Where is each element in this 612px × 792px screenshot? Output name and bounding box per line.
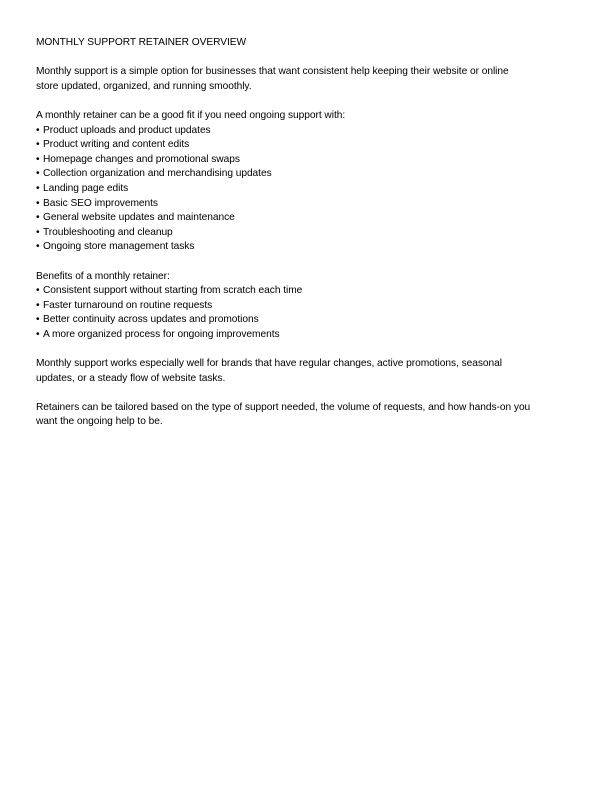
list-item-text: Product uploads and product updates (43, 124, 211, 136)
bullet-icon: • (36, 139, 40, 151)
bullet-icon: • (36, 328, 40, 340)
tailored-line-2: want the ongoing help to be. (36, 416, 163, 428)
spacer (36, 94, 581, 109)
list-item (36, 182, 581, 197)
spacer (36, 386, 581, 401)
spacer (36, 255, 581, 270)
benefits-section-heading: Benefits of a monthly retainer: (36, 270, 170, 282)
list-item-text: Collection organization and merchandising updates (43, 168, 272, 180)
bullet-icon: • (36, 124, 40, 136)
list-item (36, 299, 581, 314)
list-item (36, 328, 581, 343)
list-item-text: Faster turnaround on routine requests (43, 299, 213, 311)
bullet-icon: • (36, 212, 40, 224)
list-item (36, 167, 581, 182)
list-item (36, 211, 581, 226)
document-title: MONTHLY SUPPORT RETAINER OVERVIEW (36, 37, 247, 48)
list-item-text: Consistent support without starting from scratch each time (43, 285, 303, 297)
list-item (36, 138, 581, 153)
spacer (36, 342, 581, 357)
brands-paragraph (36, 357, 581, 386)
list-item (36, 284, 581, 299)
bullet-icon: • (36, 153, 40, 165)
benefits-section (36, 270, 581, 343)
intro-line-1: Monthly support is a simple option for businesses that want consistent help keeping their website or online (36, 66, 509, 78)
list-item-text: Landing page edits (43, 182, 129, 194)
list-item (36, 240, 581, 255)
spacer (36, 51, 581, 66)
bullet-icon: • (36, 241, 40, 253)
fit-section-heading: A monthly retainer can be a good fit if you need ongoing support with: (36, 109, 346, 121)
bullet-icon: • (36, 314, 40, 326)
list-item-text: Product writing and content edits (43, 139, 190, 151)
bullet-icon: • (36, 285, 40, 297)
fit-list (36, 124, 581, 255)
fit-section (36, 109, 581, 255)
brands-line-2: updates, or a steady flow of website tasks. (36, 372, 226, 384)
brands-line-1: Monthly support works especially well for brands that have regular changes, active promotions, seasonal (36, 358, 502, 370)
list-item (36, 124, 581, 139)
list-item-text: General website updates and maintenance (43, 212, 235, 224)
tailored-line-1: Retainers can be tailored based on the type of support needed, the volume of requests, and how hands-on you (36, 401, 531, 413)
bullet-icon: • (36, 226, 40, 238)
list-item-text: Homepage changes and promotional swaps (43, 153, 240, 165)
bullet-icon: • (36, 197, 40, 209)
list-item (36, 226, 581, 241)
benefits-list (36, 284, 581, 342)
list-item (36, 153, 581, 168)
list-item-text: Troubleshooting and cleanup (43, 226, 173, 238)
intro-line-2: store updated, organized, and running smoothly. (36, 80, 252, 92)
bullet-icon: • (36, 168, 40, 180)
bullet-icon: • (36, 299, 40, 311)
list-item (36, 197, 581, 212)
document-page (36, 36, 581, 430)
bullet-icon: • (36, 182, 40, 194)
list-item-text: Ongoing store management tasks (43, 241, 195, 253)
tailored-paragraph (36, 401, 581, 430)
list-item-text: Basic SEO improvements (43, 197, 158, 209)
list-item-text: Better continuity across updates and promotions (43, 314, 259, 326)
list-item-text: A more organized process for ongoing improvements (43, 328, 280, 340)
intro-paragraph (36, 65, 581, 94)
list-item (36, 313, 581, 328)
